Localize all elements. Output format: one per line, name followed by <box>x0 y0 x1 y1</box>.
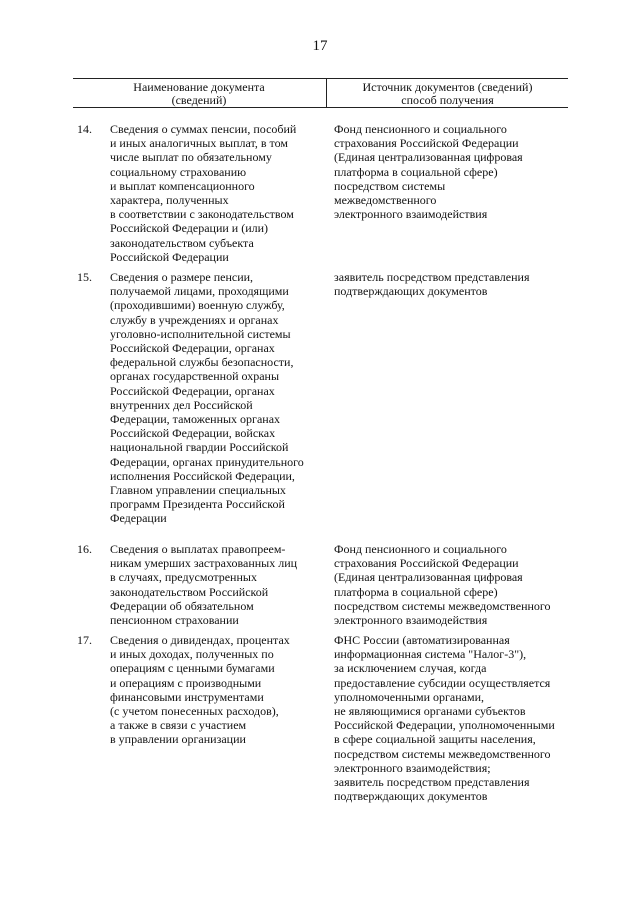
document-source-line: электронного взаимодействия <box>334 613 488 628</box>
document-source-cell <box>334 542 570 627</box>
document-name-line: программ Президента Российской <box>110 497 285 512</box>
table-header <box>73 78 568 108</box>
row-number: 14. <box>77 122 92 136</box>
document-name-line: законодательством субъекта <box>110 235 254 250</box>
document-name-line: характера, полученных <box>110 193 229 208</box>
document-name-cell <box>110 122 325 264</box>
row-number: 15. <box>77 270 92 284</box>
header-document-source <box>327 81 568 107</box>
document-name-line: исполнения Российской Федерации, <box>110 468 295 483</box>
document-name-line: Главном управлении специальных <box>110 483 286 498</box>
document-source-line: посредством системы межведомственного <box>334 598 551 613</box>
document-source-line: Фонд пенсионного и социального <box>334 122 507 136</box>
header-document-name <box>73 81 325 107</box>
document-source-line: ФНС России (автоматизированная <box>334 633 510 647</box>
document-name-line: Российской Федерации и (или) <box>110 221 269 236</box>
header-source-line-1: Источник документов (сведений) <box>362 80 533 94</box>
document-source-line: Фонд пенсионного и социального <box>334 542 507 556</box>
document-name-cell <box>110 542 325 627</box>
document-name-line: Сведения о суммах пенсии, пособий <box>110 122 297 136</box>
document-source-line: межведомственного <box>334 193 437 208</box>
document-name-line: Сведения о дивидендах, процентах <box>110 633 290 647</box>
document-name-line: и иных аналогичных выплат, в том <box>110 136 288 151</box>
document-name-line: федеральной службы безопасности, <box>110 355 294 370</box>
document-name-line: в управлении организации <box>110 732 246 747</box>
row-number: 16. <box>77 542 92 556</box>
document-source-line: предоставление субсидии осуществляется <box>334 675 551 690</box>
document-name-line: и операциям с производными <box>110 675 262 690</box>
document-name-line: в соответствии с законодательством <box>110 207 294 222</box>
document-name-line: Российской Федерации, органах <box>110 383 275 398</box>
document-source-line: подтверждающих документов <box>334 284 488 299</box>
document-source-line: платформа в социальной сфере) <box>334 164 498 179</box>
document-source-line: электронного взаимодействия <box>334 207 488 222</box>
document-source-line: электронного взаимодействия; <box>334 760 491 775</box>
document-name-line: службу в учреждениях и органах <box>110 312 279 327</box>
document-source-line: страхования Российской Федерации <box>334 556 519 571</box>
document-name-cell <box>110 633 325 747</box>
documents-table <box>73 78 568 804</box>
document-name-line: Российской Федерации, органах <box>110 341 275 356</box>
document-name-line: (проходившими) военную службу, <box>110 298 285 313</box>
document-name-line: Федерации об обязательном <box>110 598 254 613</box>
document-name-line: органах государственной охраны <box>110 369 280 384</box>
row-number: 17. <box>77 633 92 647</box>
document-name-line: законодательством Российской <box>110 584 269 599</box>
document-name-line: и выплат компенсационного <box>110 178 255 193</box>
document-source-line: посредством системы <box>334 178 446 193</box>
page-number: 17 <box>312 38 328 54</box>
document-name-line: никам умерших застрахованных лиц <box>110 556 298 571</box>
document-source-line: в сфере социальной защиты населения, <box>334 732 536 747</box>
header-name-line-2: (сведений) <box>171 93 227 107</box>
document-source-line: уполномоченными органами, <box>334 689 485 704</box>
document-name-line: Федерации, органах принудительного <box>110 454 304 469</box>
document-source-cell <box>334 270 570 298</box>
document-name-line: социальному страхованию <box>110 164 247 179</box>
document-source-cell <box>334 122 570 221</box>
document-source-cell <box>334 633 570 803</box>
document-source-line: за исключением случая, когда <box>334 661 487 676</box>
document-name-line: а также в связи с участием <box>110 718 247 733</box>
document-name-line: финансовыми инструментами <box>110 689 264 704</box>
document-source-line: платформа в социальной сфере) <box>334 584 498 599</box>
document-source-line: подтверждающих документов <box>334 789 488 804</box>
document-name-line: (с учетом понесенных расходов), <box>110 704 279 719</box>
document-name-line: национальной гвардии Российской <box>110 440 289 455</box>
document-source-line: страхования Российской Федерации <box>334 136 519 151</box>
document-source-line: посредством системы межведомственного <box>334 746 551 761</box>
document-source-line: Российской Федерации, уполномоченными <box>334 718 555 733</box>
document-source-line: не являющимися органами субъектов <box>334 704 526 719</box>
document-name-line: операциям с ценными бумагами <box>110 661 275 676</box>
document-name-line: получаемой лицами, проходящими <box>110 284 289 299</box>
document-name-line: пенсионном страховании <box>110 613 239 628</box>
document-name-line: внутренних дел Российской <box>110 397 253 412</box>
document-source-line: заявитель посредством представления <box>334 775 530 790</box>
document-source-line: заявитель посредством представления <box>334 270 530 284</box>
document-name-line: Российской Федерации, войсках <box>110 426 276 441</box>
document-source-line: информационная система "Налог-3"), <box>334 647 527 662</box>
document-name-line: Сведения о выплатах правопреем- <box>110 542 286 556</box>
header-source-line-2: способ получения <box>401 93 494 107</box>
document-name-line: Сведения о размере пенсии, <box>110 270 254 284</box>
header-name-line-1: Наименование документа <box>133 80 265 94</box>
document-name-line: уголовно-исполнительной системы <box>110 326 291 341</box>
document-name-line: Российской Федерации <box>110 249 229 264</box>
document-name-line: Федерации, таможенных органах <box>110 412 281 427</box>
document-name-line: в случаях, предусмотренных <box>110 570 257 585</box>
document-name-line: числе выплат по обязательному <box>110 150 272 165</box>
document-source-line: (Единая централизованная цифровая <box>334 150 523 165</box>
document-source-line: (Единая централизованная цифровая <box>334 570 523 585</box>
document-name-line: и иных доходах, полученных по <box>110 647 274 662</box>
document-name-line: Федерации <box>110 511 167 526</box>
document-name-cell <box>110 270 325 526</box>
